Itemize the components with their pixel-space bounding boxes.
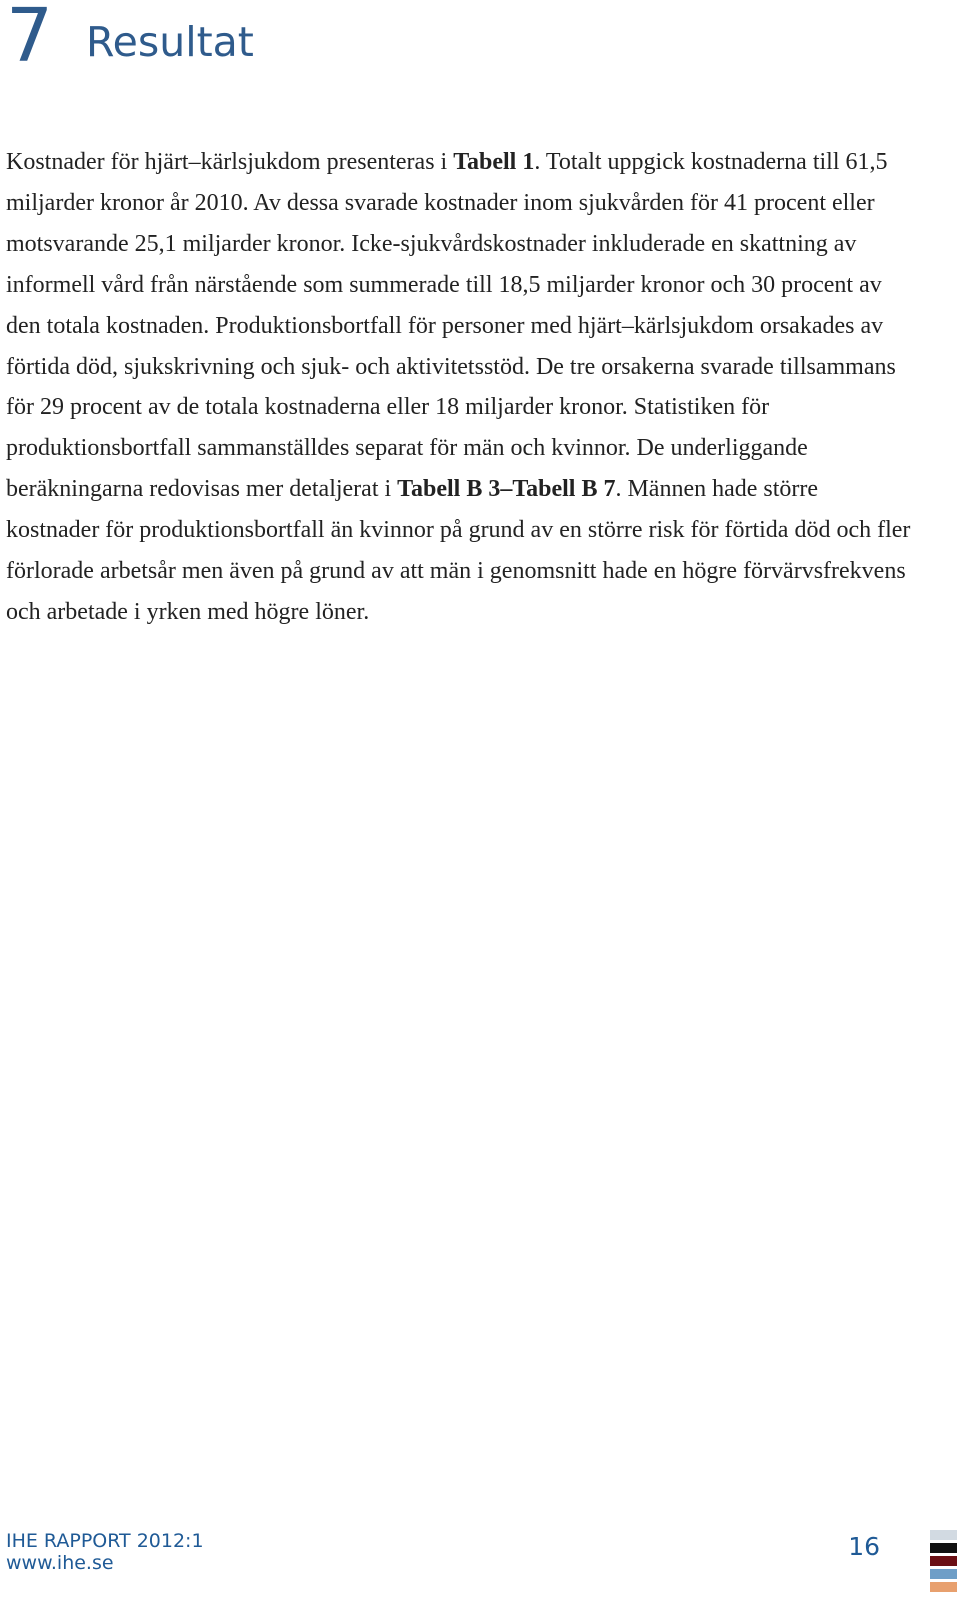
color-stripe: [930, 1582, 957, 1592]
website-link: www.ihe.se: [6, 1552, 114, 1574]
paragraph-text-part-2: . Totalt uppgick kostnaderna till 61,5 miljarder kronor år 2010. Av dessa svarade kostnader inom sjukvården för 41 procent eller motsvarande 25,1 miljarder kronor. Icke-sjukvårdskostnader inkluderade en skattning av informell vård från närstående som summerade till 18,5 miljarder kronor och 30 procent av den totala kostnaden. Produktionsbortfall för personer med hjärt–kärlsjukdom orsakades av förtida död, sjukskrivning och sjuk- och aktivitetsstöd. De tre orsakerna svarade tillsammans för 29 procent av de totala kostnaderna eller 18 miljarder kronor. Statistiken för produktionsbortfall sammanställdes separat för män och kvinnor. De underliggande beräkningarna redovisas mer detaljerat i: [6, 149, 896, 503]
color-stripe: [930, 1569, 957, 1579]
paragraph-text-part-1: Kostnader för hjärt–kärlsjukdom presenteras i: [6, 149, 454, 175]
color-stripe: [930, 1543, 957, 1553]
brand-color-strip: [930, 1530, 957, 1595]
color-stripe: [930, 1556, 957, 1566]
footer-info: [6, 1530, 204, 1574]
chapter-title: Resultat: [86, 18, 254, 66]
paragraph-text-part-3: . Männen hade större kostnader för produktionsbortfall än kvinnor på grund av en större risk för förtida död och fler förlorade arbetsår men även på grund av att män i genomsnitt hade en högre förvärvsfrekvens och arbetade i yrken med högre löner.: [6, 476, 911, 625]
report-id: IHE RAPPORT 2012:1: [6, 1530, 204, 1552]
chapter-number: 7: [6, 0, 54, 79]
body-paragraph: [6, 142, 911, 633]
table-range-reference: Tabell B 3–Tabell B 7: [397, 476, 616, 503]
color-stripe: [930, 1530, 957, 1540]
page-number: 16: [848, 1532, 880, 1561]
table-reference: Tabell 1: [453, 149, 535, 175]
